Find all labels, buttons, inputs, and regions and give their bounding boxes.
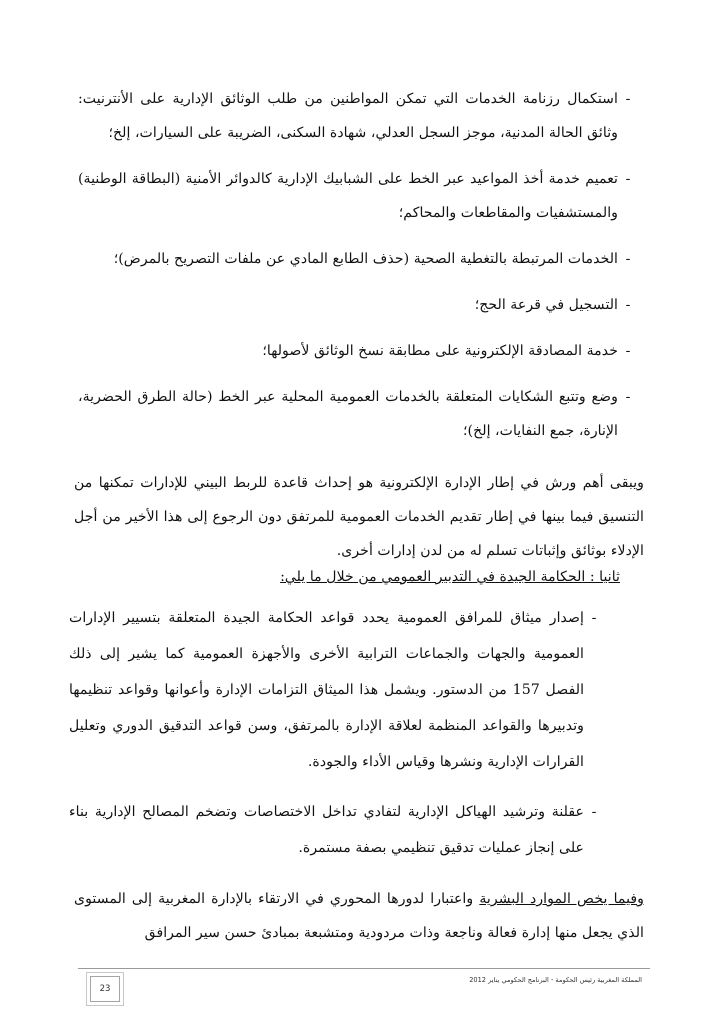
footer-divider bbox=[78, 968, 650, 969]
bullet-item bbox=[78, 380, 638, 448]
bullet-item bbox=[78, 162, 638, 230]
paragraph-continuation: واعتبارا لدورها المحوري في الارتقاء بالإدارة المغربية إلى المستوى الذي يجعل منها إدارة فعالة وناجعة وذات مردودية ومتشبعة بمبادئ حسن سير المرافق bbox=[74, 891, 644, 942]
bullet-text: إصدار ميثاق للمرافق العمومية يحدد قواعد الحكامة الجيدة المتعلقة بتسيير الإدارات العمومية والجهات والجماعات الترابية الأخرى والأجهزة العمومية كما يشير إلى ذلك الفصل 157 من الدستور. ويشمل هذا الميثاق التزامات الإدارة وأعوانها وقواعد تنظيمها وتدبيرها والقواعد المنظمة لعلاقة الإدارة بالمرتفق، وسن قواعد التدقيق الدوري وتعليل القرارات الإدارية ونشرها وقياس الأداء والجودة. bbox=[69, 610, 585, 770]
bullet-dash: - bbox=[625, 343, 631, 359]
bullet-dash: - bbox=[625, 389, 631, 405]
section-heading: ثانيا : الحكامة الجيدة في التدبير العمومي من خلال ما يلي: bbox=[280, 569, 620, 585]
bullet-dash: - bbox=[625, 91, 631, 107]
bullet-text: الخدمات المرتبطة بالتغطية الصحية (حذف الطابع المادي عن ملفات التصريح بالمرض)؛ bbox=[113, 251, 618, 267]
bullet-item bbox=[78, 288, 638, 322]
bullet-item bbox=[78, 82, 638, 150]
footer-caption: المملكة المغربية رئيس الحكومة - البرنامج الحكومي يناير 2012 bbox=[469, 976, 642, 984]
bullet-dash: - bbox=[625, 251, 631, 267]
governance-bullet-list bbox=[69, 600, 604, 866]
e-administration-paragraph: ويبقى أهم ورش في إطار الإدارة الإلكترونية هو إحداث قاعدة للربط البيني للإدارات تمكنها من التنسيق فيما بينها في إطار تقديم الخدمات العمومية للمرتفق دون الرجوع إلى هذا الأخير من أجل الإدلاء بوثائق وإثباتات تسلم له من لدن إدارات أخرى. bbox=[74, 475, 644, 560]
bullet-item bbox=[78, 334, 638, 368]
page-number-box bbox=[90, 976, 120, 1002]
bullet-item bbox=[69, 794, 604, 866]
bullet-text: خدمة المصادقة الإلكترونية على مطابقة نسخ الوثائق لأصولها؛ bbox=[262, 343, 618, 359]
bullet-text: استكمال رزنامة الخدمات التي تمكن المواطنين من طلب الوثائق الإدارية على الأنترنيت: وثائق الحالة المدنية، موجز السجل العدلي، شهادة السكنى، الضريبة على السيارات، إلخ؛ bbox=[78, 91, 618, 141]
bullet-item bbox=[78, 242, 638, 276]
human-resources-paragraph bbox=[74, 882, 644, 950]
bullet-dash: - bbox=[591, 610, 597, 626]
page-number: 23 bbox=[99, 984, 111, 994]
bullet-dash: - bbox=[591, 804, 597, 820]
bullet-text: وضع وتتبع الشكايات المتعلقة بالخدمات العمومية المحلية عبر الخط (حالة الطرق الحضرية، الإنارة، جمع النفايات، إلخ)؛ bbox=[78, 389, 618, 439]
bullet-text: عقلنة وترشيد الهياكل الإدارية لتفادي تداخل الاختصاصات وتضخم المصالح الإدارية بناء على إنجاز عمليات تدقيق تنظيمي بصفة مستمرة. bbox=[69, 804, 584, 856]
bullet-dash: - bbox=[625, 297, 631, 313]
underlined-phrase: وفيما يخص الموارد البشرية bbox=[479, 891, 645, 908]
bullet-dash: - bbox=[625, 171, 631, 187]
services-bullet-list bbox=[78, 82, 638, 448]
bullet-text: التسجيل في قرعة الحج؛ bbox=[474, 297, 618, 313]
bullet-item bbox=[69, 600, 604, 780]
bullet-text: تعميم خدمة أخذ المواعيد عبر الخط على الشبابيك الإدارية كالدوائر الأمنية (البطاقة الوطنية) والمستشفيات والمقاطعات والمحاكم؛ bbox=[78, 171, 618, 221]
